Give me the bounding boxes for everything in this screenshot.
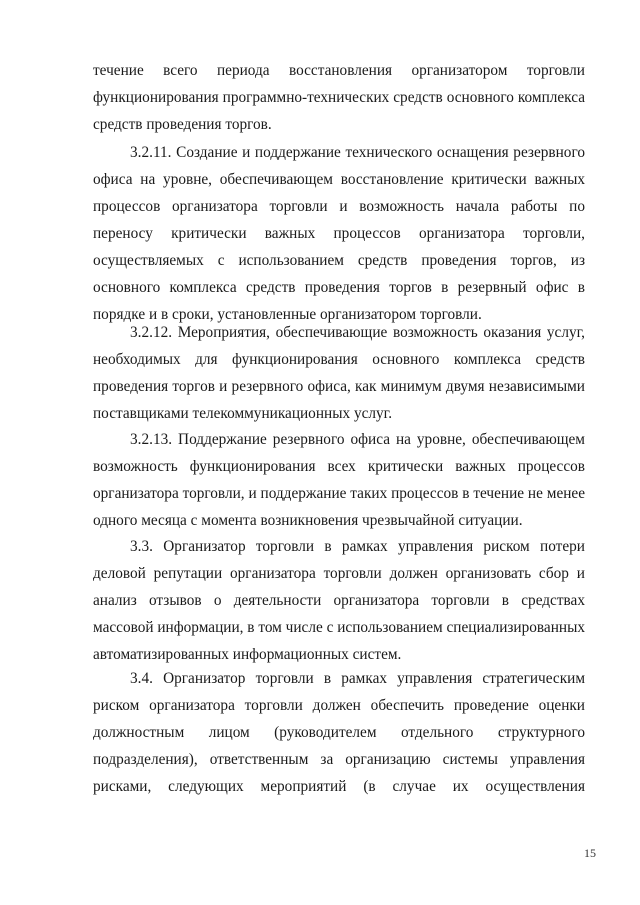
text-line: необходимых для функционирования основного комплекса средств [93,351,585,368]
text-line: 3.2.11. Создание и поддержание технического оснащения резервного [130,144,585,161]
text-line: должностным лицом (руководителем отдельного структурного [93,724,585,741]
text-line: одного месяца с момента возникновения чрезвычайной ситуации. [93,512,523,529]
text-line: переносу критически важных процессов организатора торговли, [93,225,585,242]
text-line: рисками, следующих мероприятий (в случае их осуществления [93,778,585,795]
text-line: деловой репутации организатора торговли должен организовать сбор и [93,565,585,582]
text-line: 3.2.12. Мероприятия, обеспечивающие возможность оказания услуг, [130,324,585,341]
text-line: 3.2.13. Поддержание резервного офиса на уровне, обеспечивающем [130,431,585,448]
text-line: проведения торгов и резервного офиса, как минимум двумя независимыми [93,378,585,395]
text-line: течение всего периода восстановления организатором торговли [93,62,585,79]
text-line: подразделения), ответственным за организацию системы управления [93,751,585,768]
text-line: офиса на уровне, обеспечивающем восстановление критически важных [93,171,585,188]
text-line: функционирования программно-технических средств основного комплекса [93,89,585,106]
text-line: 3.4. Организатор торговли в рамках управления стратегическим [130,670,585,687]
paragraph-continuation [93,57,585,138]
text-line: массовой информации, в том числе с использованием специализированных [93,619,586,636]
text-line: средств проведения торгов. [93,116,272,133]
text-line: осуществляемых с использованием средств проведения торгов, из [93,252,585,269]
paragraph-3-4 [93,665,585,800]
paragraph-3-3 [93,533,585,668]
text-line: возможность функционирования всех критически важных процессов [93,458,585,475]
text-line: организатора торговли, и поддержание таких процессов в течение не менее [93,485,585,502]
text-line: поставщиками телекоммуникационных услуг. [93,405,393,422]
paragraph-3-2-12 [93,319,585,427]
text-line: основного комплекса средств проведения торгов в резервный офис в [93,279,585,296]
page-number: 15 [584,846,596,860]
paragraph-3-2-11 [93,139,585,328]
text-line: процессов организатора торговли и возможность начала работы по [93,198,585,215]
paragraph-3-2-13 [93,426,585,534]
text-line: риском организатора торговли должен обеспечить проведение оценки [93,697,585,714]
text-line: автоматизированных информационных систем. [93,646,402,663]
text-line: порядке и в сроки, установленные организатором торговли. [93,306,482,323]
text-line: анализ отзывов о деятельности организатора торговли в средствах [93,592,585,609]
text-line: 3.3. Организатор торговли в рамках управления риском потери [130,538,585,555]
